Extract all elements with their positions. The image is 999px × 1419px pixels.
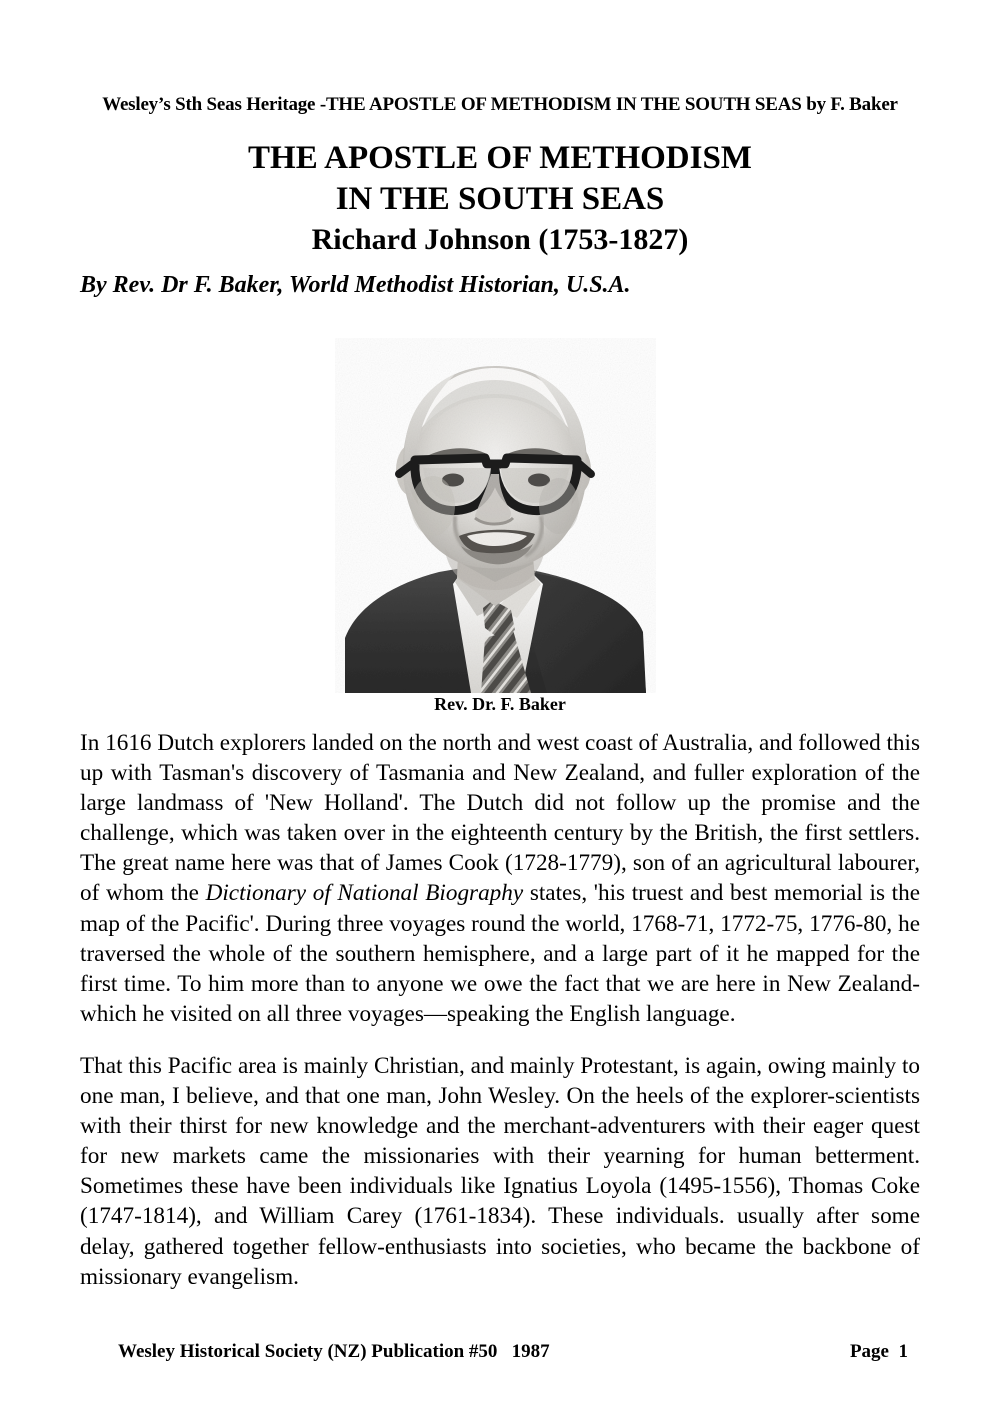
paragraph-1: [80, 728, 920, 1029]
running-head: Wesley’s Sth Seas Heritage -THE APOSTLE OF METHODISM IN THE SOUTH SEAS by F. Baker: [102, 94, 898, 115]
footer-publication: Wesley Historical Society (NZ) Publication #50 1987: [118, 1341, 550, 1362]
title-line-3: Richard Johnson (1753-1827): [311, 223, 689, 256]
page-footer: [118, 1341, 908, 1363]
paragraph-1-part-1: In 1616 Dutch explorers landed on the north and west coast of Australia, and followed this up with Tasman's discovery of Tasmania and New Zealand, and fuller exploration of the large landmass of 'New Holland'. The Dutch did not follow up the promise and the challenge, which was taken over in the eighteenth century by the British, the first settlers. The great name here was that of James Cook (1728-1779), son of an agricultural labourer, of whom the: [80, 730, 920, 907]
paragraph-2: That this Pacific area is mainly Christian, and mainly Protestant, is again, owing mainly to one man, I believe, and that one man, John Wesley. On the heels of the explorer-scientists with their thirst for new knowledge and the merchant-adventurers with their eager quest for new markets came the missionaries with their yearning for human betterment. Sometimes these have been individuals like Ignatius Loyola (1495-1556), Thomas Coke (1747-1814), and William Carey (1761-1834). These individuals. usually after some delay, gathered together fellow-enthusiasts into societies, who became the backbone of missionary evangelism.: [80, 1052, 920, 1290]
portrait-figure: [335, 338, 656, 693]
title-line-1: THE APOSTLE OF METHODISM: [248, 140, 752, 176]
footer-page-number: Page 1: [849, 1341, 908, 1362]
paragraph-1-part-2: states, 'his truest and best memorial is the map of the Pacific'. During three voyages round the world, 1768-71, 1772-75, 1776-80, he traversed the whole of the southern hemisphere, and a large part of it he mapped for the first time. To him more than to anyone we owe the fact that we are here in New Zealand-which he visited on all three voyages—speaking the English language.: [80, 880, 920, 1027]
portrait-photo: [335, 338, 656, 693]
title-line-2: IN THE SOUTH SEAS: [335, 181, 665, 217]
author-byline: By Rev. Dr F. Baker, World Methodist Historian, U.S.A.: [80, 272, 631, 298]
body-text: [80, 728, 920, 1292]
page-title: [80, 138, 920, 260]
figure-caption: Rev. Dr. F. Baker: [434, 694, 566, 714]
paragraph-1-italic-title: Dictionary of National Biography: [205, 880, 524, 907]
